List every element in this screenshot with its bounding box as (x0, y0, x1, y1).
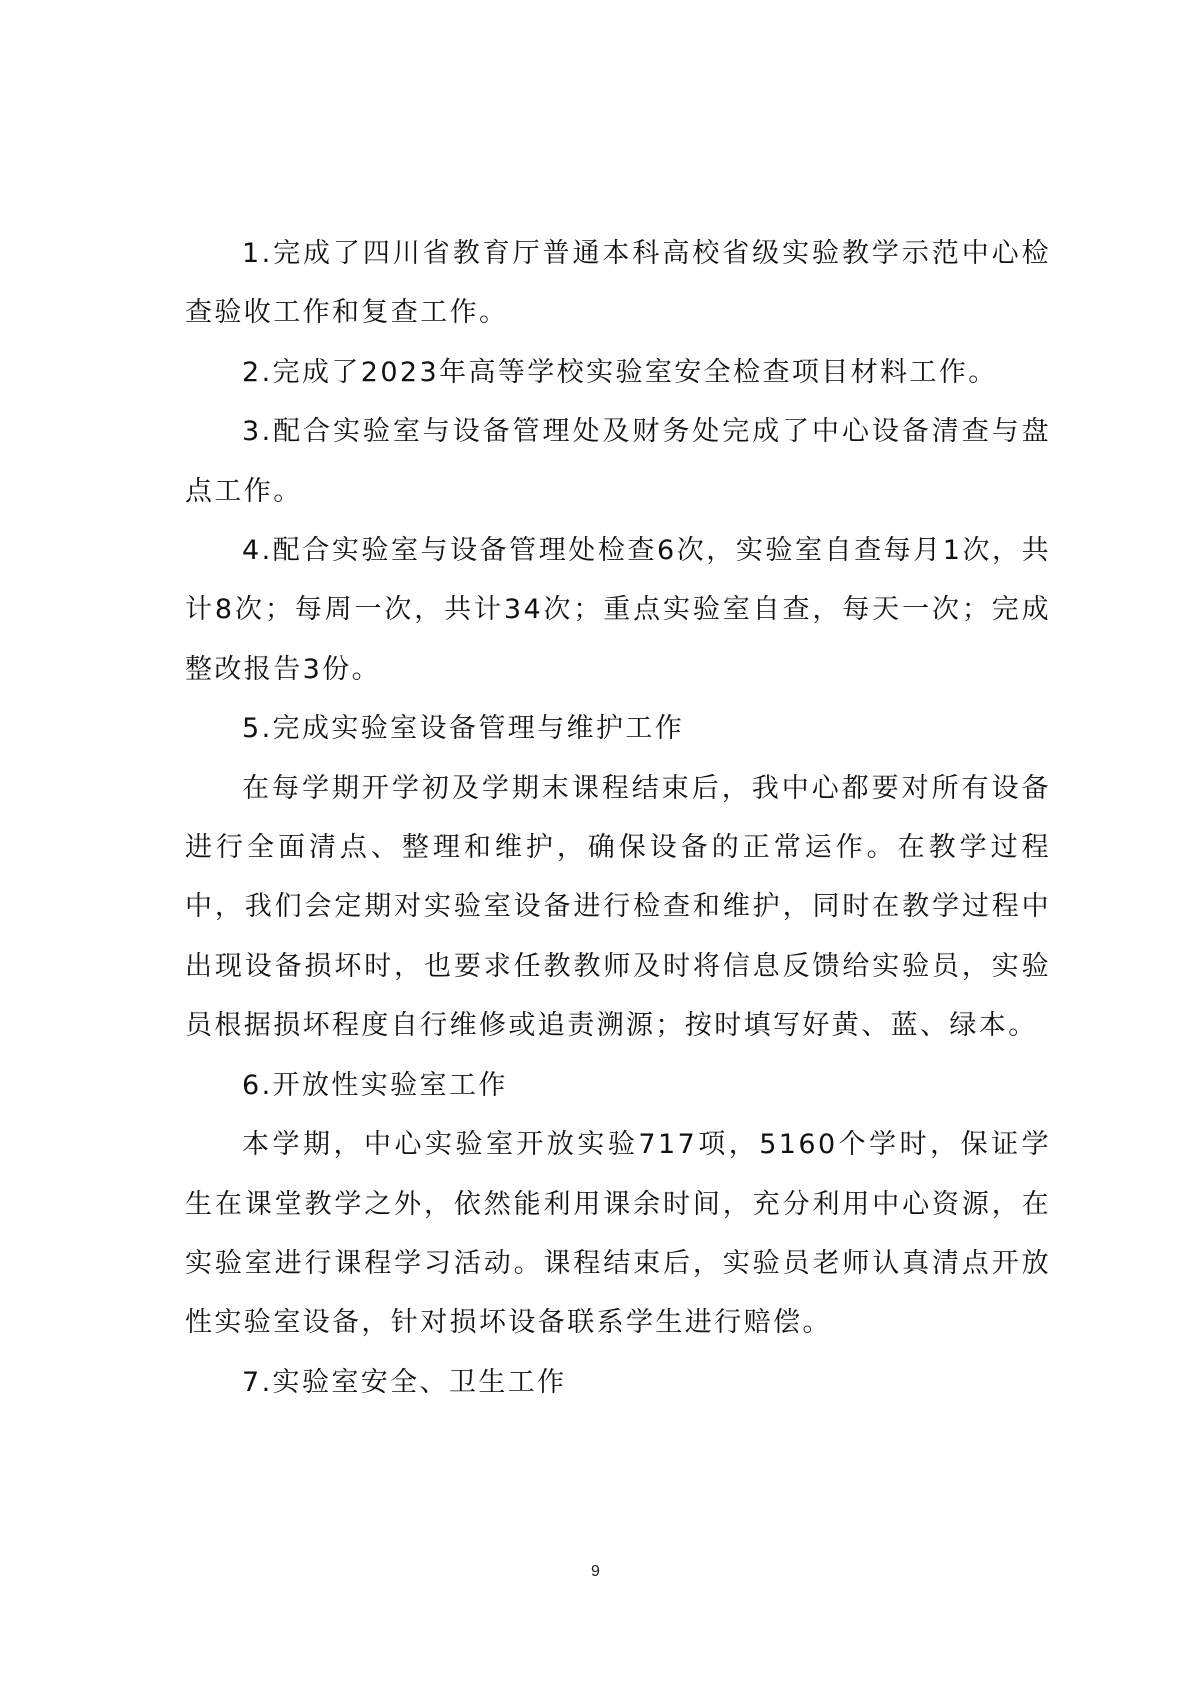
paragraph-item-3: 3.配合实验室与设备管理处及财务处完成了中心设备清查与盘点工作。 (185, 416, 1051, 507)
paragraph-equipment: 在每学期开学初及学期末课程结束后，我中心都要对所有设备进行全面清点、整理和维护，确保设备的正常运作。在教学过程中，我们会定期对实验室设备进行检查和维护，同时在教学过程中出现设备损坏时，也要求任教教师及时将信息反馈给实验员，实验员根据损坏程度自行维修或追责溯源；按时填写好黄、蓝、绿本。 (185, 772, 1051, 1042)
paragraph-open-lab: 本学期，中心实验室开放实验717项，5160个学时，保证学生在课堂教学之外，依然能利用课余时间，充分利用中心资源，在实验室进行课程学习活动。课程结束后，实验员老师认真清点开放性实验室设备，针对损坏设备联系学生进行赔偿。 (185, 1129, 1051, 1339)
body-text (185, 224, 1051, 1412)
section-heading-equipment: 5.完成实验室设备管理与维护工作 (242, 713, 685, 745)
paragraph-item-1: 1.完成了四川省教育厅普通本科高校省级实验教学示范中心检查验收工作和复查工作。 (185, 238, 1051, 329)
paragraph-item-2: 2.完成了2023年高等学校实验室安全检查项目材料工作。 (242, 356, 998, 388)
page-number: 9 (591, 1563, 600, 1580)
section-heading-open-lab: 6.开放性实验室工作 (242, 1069, 508, 1101)
paragraph-item-4: 4.配合实验室与设备管理处检查6次，实验室自查每月1次，共计8次；每周一次，共计34次；重点实验室自查，每天一次；完成整改报告3份。 (185, 535, 1051, 685)
section-heading-safety: 7.实验室安全、卫生工作 (242, 1366, 567, 1398)
